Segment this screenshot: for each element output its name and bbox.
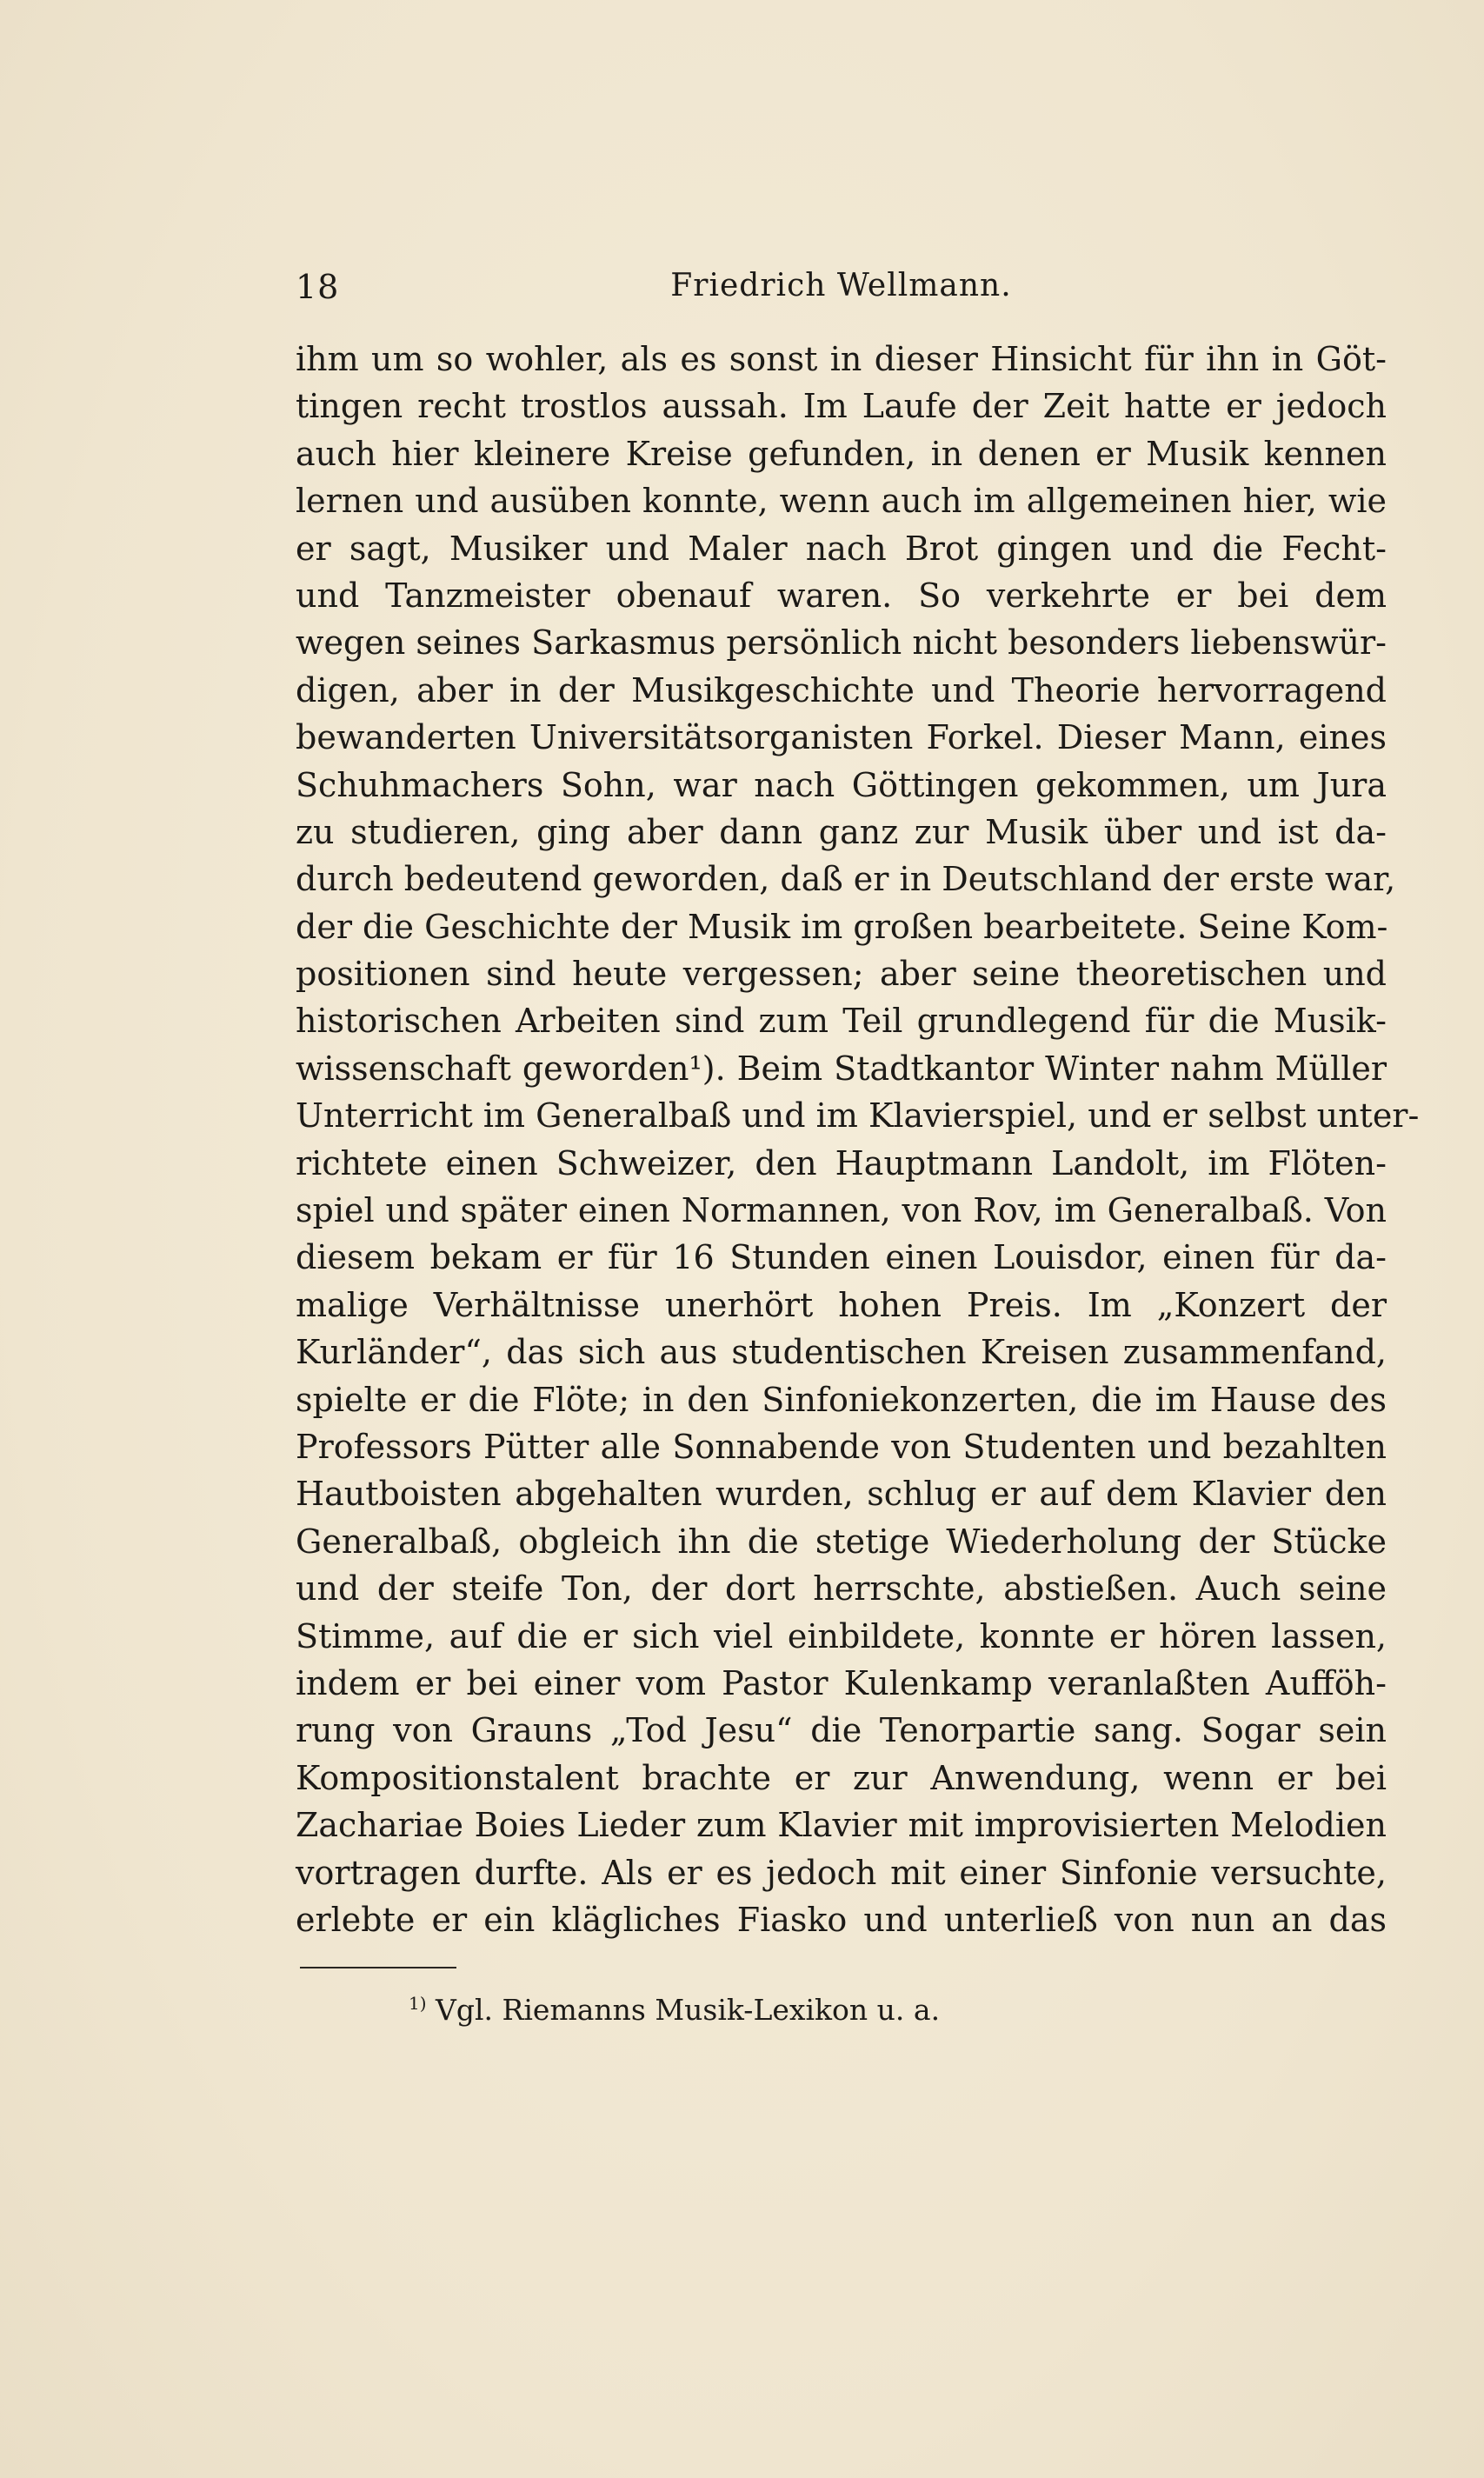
text-line: wegen seines Sarkasmus persönlich nicht besonders liebenswür-	[296, 623, 1387, 663]
page-header	[296, 268, 1387, 311]
footnote-rule	[300, 1967, 456, 1968]
text-line: lernen und ausüben konnte, wenn auch im allgemeinen hier, wie	[296, 482, 1387, 521]
text-line: er sagt, Musiker und Maler nach Brot gingen und die Fecht-	[296, 529, 1387, 568]
running-head: Friedrich Wellmann.	[670, 268, 1012, 303]
text-line: durch bedeutend geworden, daß er in Deutschland der erste war,	[296, 860, 1396, 899]
text-line: spielte er die Flöte; in den Sinfoniekonzerten, die im Hause des	[296, 1380, 1387, 1419]
text-line: vortragen durfte. Als er es jedoch mit einer Sinfonie versuchte,	[296, 1853, 1387, 1892]
text-line: und Tanzmeister obenauf waren. So verkehrte er bei dem	[296, 576, 1387, 615]
text-line: digen, aber in der Musikgeschichte und Theorie hervorragend	[296, 670, 1387, 709]
text-line: indem er bei einer vom Pastor Kulenkamp veranlaßten Aufföh-	[296, 1663, 1387, 1702]
footnote-text: Vgl. Riemanns Musik-Lexikon u. a.	[436, 1993, 941, 2027]
text-line: malige Verhältnisse unerhört hohen Preis. Im „Konzert der	[296, 1285, 1387, 1324]
footnote-marker: 1)	[409, 1993, 427, 2014]
text-line: diesem bekam er für 16 Stunden einen Louisdor, einen für da-	[296, 1238, 1387, 1277]
text-line: Unterricht im Generalbaß und im Klavierspiel, und er selbst unter-	[296, 1096, 1420, 1136]
text-line: zu studieren, ging aber dann ganz zur Musik über und ist da-	[296, 812, 1387, 851]
text-line: rung von Grauns „Tod Jesu“ die Tenorpartie sang. Sogar sein	[296, 1711, 1387, 1750]
text-line: Hautboisten abgehalten wurden, schlug er auf dem Klavier den	[296, 1475, 1387, 1514]
text-line: Zachariae Boies Lieder zum Klavier mit improvisierten Melodien	[296, 1806, 1387, 1845]
text-line: Professors Pütter alle Sonnabende von Studenten und bezahlten	[296, 1427, 1387, 1466]
text-line: der die Geschichte der Musik im großen bearbeitete. Seine Kom-	[296, 907, 1388, 946]
text-line: spiel und später einen Normannen, von Rov, im Generalbaß. Von	[296, 1191, 1387, 1230]
text-line: ihm um so wohler, als es sonst in dieser Hinsicht für ihn in Göt-	[296, 340, 1387, 378]
body-text	[296, 336, 1420, 1943]
text-line: Schuhmachers Sohn, war nach Göttingen gekommen, um Jura	[296, 765, 1387, 804]
text-line: Kurländer“, das sich aus studentischen Kreisen zusammenfand,	[296, 1333, 1387, 1372]
text-line: erlebte er ein klägliches Fiasko und unterließ von nun an das	[296, 1900, 1387, 1939]
text-line: wissenschaft geworden¹). Beim Stadtkantor Winter nahm Müller	[296, 1049, 1387, 1088]
text-line: positionen sind heute vergessen; aber seine theoretischen und	[296, 955, 1387, 994]
text-line: richtete einen Schweizer, den Hauptmann Landolt, im Flöten-	[296, 1143, 1387, 1182]
text-line: tingen recht trostlos aussah. Im Laufe der Zeit hatte er jedoch	[296, 387, 1387, 426]
page-number: 18	[296, 268, 340, 306]
footnote	[409, 1984, 940, 2029]
text-line: Stimme, auf die er sich viel einbildete, konnte er hören lassen,	[296, 1616, 1387, 1655]
text-line: Kompositionstalent brachte er zur Anwendung, wenn er bei	[296, 1758, 1387, 1797]
text-line: und der steife Ton, der dort herrschte, abstießen. Auch seine	[296, 1569, 1387, 1609]
text-line: historischen Arbeiten sind zum Teil grundlegend für die Musik-	[296, 1002, 1387, 1041]
text-line: bewanderten Universitätsorganisten Forkel. Dieser Mann, eines	[296, 718, 1387, 757]
text-line: auch hier kleinere Kreise gefunden, in denen er Musik kennen	[296, 434, 1387, 473]
text-line: Generalbaß, obgleich ihn die stetige Wiederholung der Stücke	[296, 1522, 1387, 1561]
